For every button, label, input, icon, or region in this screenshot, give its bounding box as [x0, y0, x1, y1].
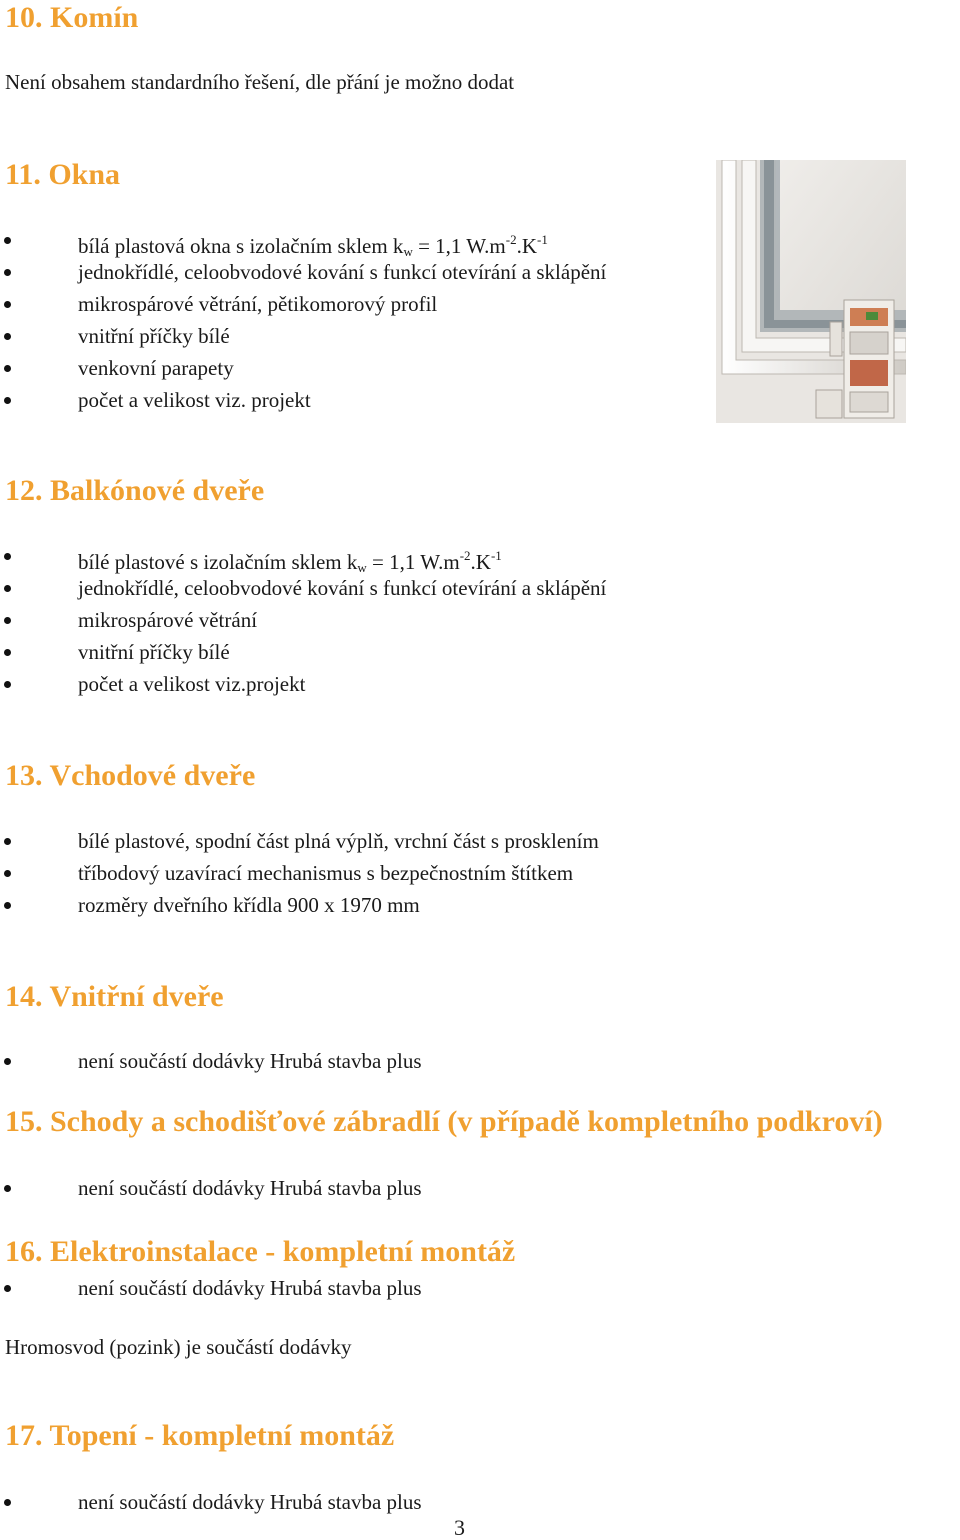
- list-item-text: není součástí dodávky Hrubá stavba plus: [78, 1276, 422, 1300]
- list-item: [0, 574, 900, 602]
- list-item-text: bílé plastové, spodní část plná výplň, vrchní část s prosklením: [78, 829, 599, 853]
- bullet-icon: [4, 237, 11, 244]
- list-item-text: není součástí dodávky Hrubá stavba plus: [78, 1490, 422, 1514]
- list-item-text: venkovní parapety: [78, 356, 234, 380]
- list-item: [0, 542, 900, 575]
- bullet-icon: [4, 681, 11, 688]
- list-item: [0, 827, 900, 855]
- list-item: [0, 1274, 900, 1302]
- list-item-text: počet a velikost viz. projekt: [78, 388, 311, 412]
- list-item-text: rozměry dveřního křídla 900 x 1970 mm: [78, 893, 420, 917]
- heading-balkonove-dvere: 12. Balkónové dveře: [5, 474, 265, 507]
- list-item: [0, 670, 900, 698]
- list-item-text: jednokřídlé, celoobvodové kování s funkcí otevírání a sklápění: [78, 260, 607, 284]
- list-item-text: mikrospárové větrání, pětikomorový profil: [78, 292, 438, 316]
- komin-text: Není obsahem standardního řešení, dle přání je možno dodat: [5, 70, 515, 94]
- bullet-icon: [4, 553, 11, 560]
- list-item-text: počet a velikost viz.projekt: [78, 672, 306, 696]
- list-item: [0, 859, 900, 887]
- list-item: [0, 1047, 900, 1075]
- heading-vchodove-dvere: 13. Vchodové dveře: [5, 759, 256, 792]
- page-number: 3: [454, 1515, 465, 1540]
- list-item-text: bílá plastová okna s izolačním sklem $k_w = 1,1$ $W.m^{-2}.K^{-1}$: [78, 232, 548, 259]
- list-item-text: vnitřní příčky bílé: [78, 324, 230, 348]
- list-item-text: bílé plastové s izolačním sklem $k_w = 1,1$ $W.m^{-2}.K^{-1}$: [78, 548, 502, 575]
- bullet-icon: [4, 397, 11, 404]
- bullet-icon: [4, 585, 11, 592]
- list-item: [0, 606, 900, 634]
- bullet-icon: [4, 269, 11, 276]
- heading-topeni: 17. Topení - kompletní montáž: [5, 1419, 395, 1452]
- bullet-icon: [4, 1499, 11, 1506]
- bullet-icon: [4, 333, 11, 340]
- list-item-text: mikrospárové větrání: [78, 608, 258, 632]
- bullet-icon: [4, 301, 11, 308]
- bullet-icon: [4, 617, 11, 624]
- hromosvod-note: Hromosvod (pozink) je součástí dodávky: [5, 1335, 352, 1359]
- bullet-icon: [4, 1058, 11, 1065]
- list-item: [0, 638, 900, 666]
- bullet-icon: [4, 838, 11, 845]
- list-item: [0, 1174, 900, 1202]
- heading-vnitrni-dvere: 14. Vnitřní dveře: [5, 980, 224, 1013]
- list-item-text: není součástí dodávky Hrubá stavba plus: [78, 1049, 422, 1073]
- bullet-icon: [4, 365, 11, 372]
- heading-elektroinstalace: 16. Elektroinstalace - kompletní montáž: [5, 1235, 516, 1268]
- window-profile-image: [716, 160, 906, 423]
- heading-schody: 15. Schody a schodišťové zábradlí (v případě kompletního podkroví): [5, 1105, 883, 1138]
- bullet-icon: [4, 870, 11, 877]
- bullet-icon: [4, 1285, 11, 1292]
- list-item: [0, 1488, 900, 1516]
- bullet-icon: [4, 649, 11, 656]
- heading-komin: 10. Komín: [5, 1, 139, 34]
- list-item-text: jednokřídlé, celoobvodové kování s funkcí otevírání a sklápění: [78, 576, 607, 600]
- bullet-icon: [4, 902, 11, 909]
- list-item-text: tříbodový uzavírací mechanismus s bezpečnostním štítkem: [78, 861, 574, 885]
- bullet-icon: [4, 1185, 11, 1192]
- list-item-text: není součástí dodávky Hrubá stavba plus: [78, 1176, 422, 1200]
- heading-okna: 11. Okna: [5, 158, 121, 191]
- list-item-text: vnitřní příčky bílé: [78, 640, 230, 664]
- list-item: [0, 891, 900, 919]
